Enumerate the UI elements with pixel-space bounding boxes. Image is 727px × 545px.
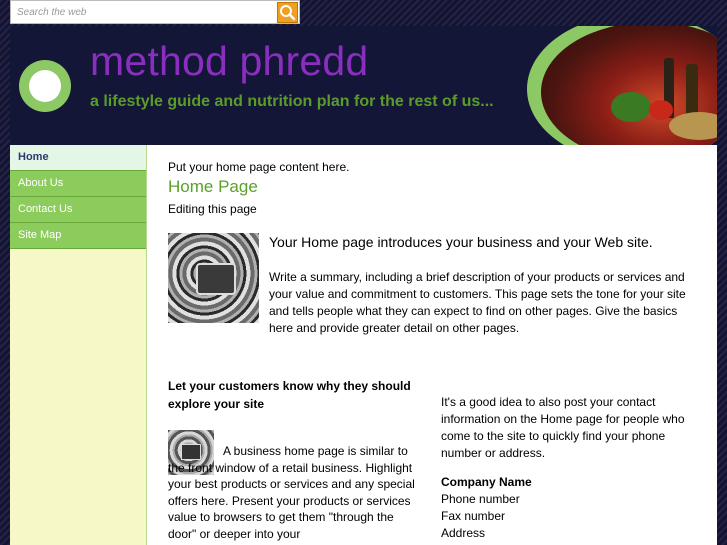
page [10,26,717,545]
logo-icon [19,60,71,112]
intro-subheading: Your Home page introduces your business and your Web site. [269,234,653,250]
nav-item-site-map[interactable]: Site Map [10,223,146,249]
section-heading: Let your customers know why they should explore your site [168,379,411,411]
nav-item-about-us[interactable]: About Us [10,171,146,197]
address: Address [441,526,486,540]
fax-number: Fax number [441,509,506,523]
main-content [168,145,708,545]
header-photo [527,26,717,145]
site-header [10,26,717,145]
intro-description: Write a summary, including a brief description of your products or services and your value and commitment to customers. This page sets the tone for your site and tells people what they can expect to find on other pages. Give the basics here and provide greater detail on other pages. [269,270,686,335]
search-bar [10,0,300,24]
phone-number: Phone number [441,492,520,506]
site-title: method phredd [90,38,369,84]
business-text: A business home page is similar to the front window of a retail business. Highlight your best products or services and any special offers here. Present your products or services value to browsers to get them "through the door" or deeper into your [168,444,415,541]
sidebar-divider [146,145,147,545]
contact-intro: It's a good idea to also post your contact information on the Home page for people who come to the site to quickly find your phone number or address. [441,395,685,460]
nav-item-contact-us[interactable]: Contact Us [10,197,146,223]
company-name: Company Name [441,475,532,489]
search-button[interactable] [277,2,298,23]
nav-item-home[interactable]: Home [10,145,146,171]
page-title: Home Page [168,177,258,196]
sidebar-nav [10,145,146,545]
site-tagline: a lifestyle guide and nutrition plan for the rest of us... [90,93,494,110]
gears-image [168,233,259,323]
editing-text: Editing this page [168,202,257,216]
intro-text: Put your home page content here. [168,160,350,174]
search-input[interactable] [13,3,283,21]
magnifier-icon [278,3,297,22]
